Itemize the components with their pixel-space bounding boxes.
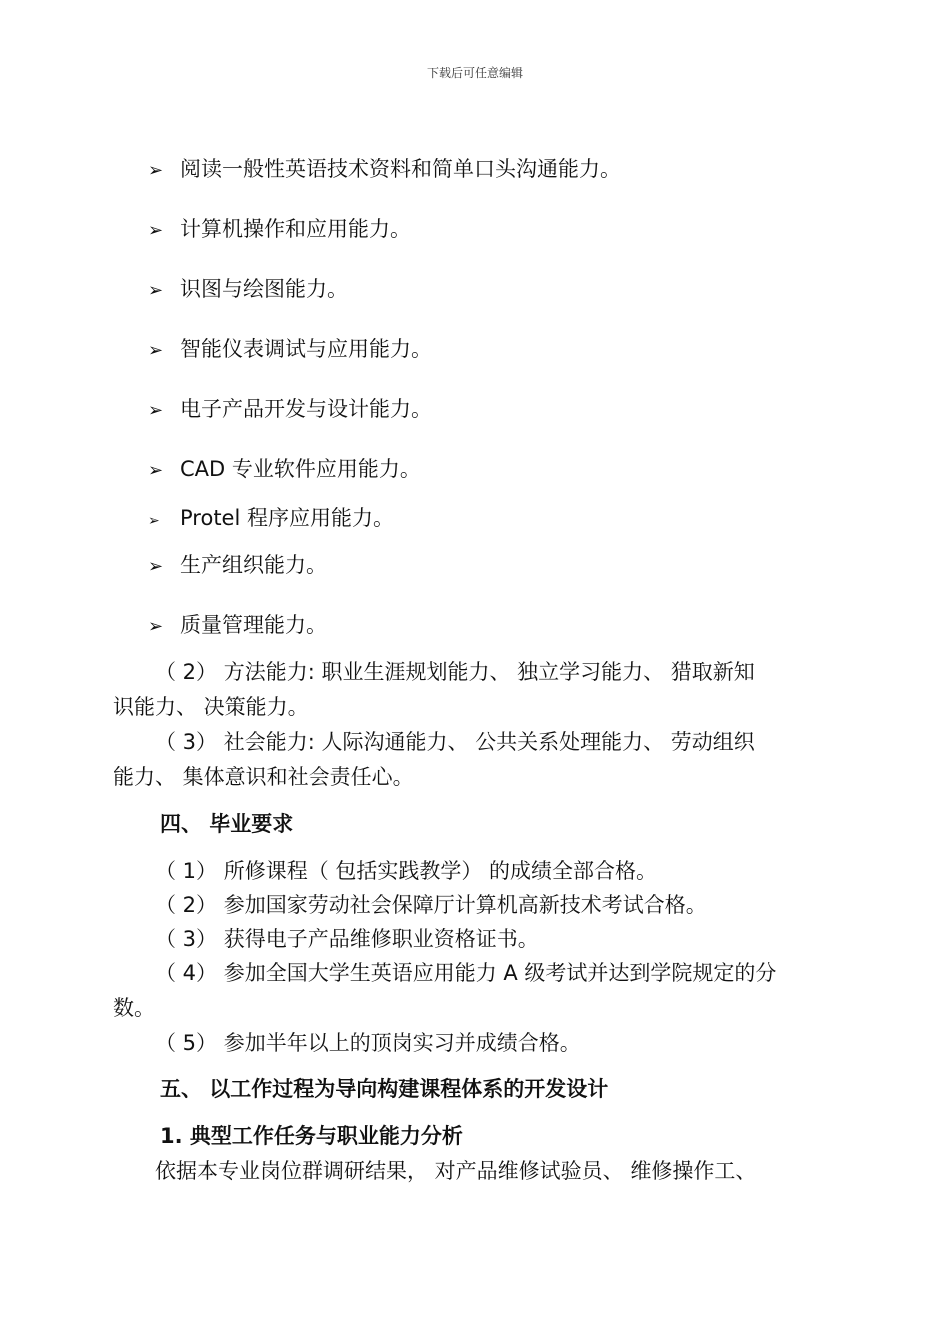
arrow-bullet-icon: ➢ (148, 160, 164, 181)
list-item-text: CAD 专业软件应用能力。 (180, 457, 421, 481)
list-item-text: 阅读一般性英语技术资料和简单口头沟通能力。 (180, 157, 621, 181)
method-ability-line1: （ 2） 方法能力: 职业生涯规划能力、 独立学习能力、 猎取新知 (155, 660, 755, 684)
list-item-text: 计算机操作和应用能力。 (180, 217, 411, 241)
subsection-heading: 1. 典型工作任务与职业能力分析 (160, 1124, 463, 1148)
section-heading: 五、 以工作过程为导向构建课程体系的开发设计 (160, 1077, 609, 1101)
list-item (148, 551, 327, 581)
list-item (148, 335, 432, 365)
requirement-item: （ 2） 参加国家劳动社会保障厅计算机高新技术考试合格。 (155, 893, 707, 917)
method-ability-line2: 识能力、 决策能力。 (113, 695, 309, 719)
list-item-text: 智能仪表调试与应用能力。 (180, 337, 432, 361)
arrow-bullet-icon: ➢ (148, 513, 160, 529)
arrow-bullet-icon: ➢ (148, 556, 164, 577)
list-item-text: 识图与绘图能力。 (180, 277, 348, 301)
list-item-text: 电子产品开发与设计能力。 (180, 397, 432, 421)
list-item (148, 395, 432, 425)
arrow-bullet-icon: ➢ (148, 340, 164, 361)
arrow-bullet-icon: ➢ (148, 616, 164, 637)
list-item-text: 质量管理能力。 (180, 613, 327, 637)
requirement-item: （ 5） 参加半年以上的顶岗实习并成绩合格。 (155, 1031, 581, 1055)
page-header: 下载后可任意编辑 (426, 66, 523, 80)
list-item-text: 生产组织能力。 (180, 553, 327, 577)
list-item (148, 455, 421, 485)
requirement-item: （ 1） 所修课程（ 包括实践教学） 的成绩全部合格。 (155, 859, 658, 883)
arrow-bullet-icon: ➢ (148, 280, 164, 301)
arrow-bullet-icon: ➢ (148, 220, 164, 241)
list-item (148, 504, 394, 535)
list-item (148, 275, 348, 305)
requirement-item: （ 3） 获得电子产品维修职业资格证书。 (155, 927, 539, 951)
list-item (148, 155, 621, 185)
list-item (148, 611, 327, 641)
list-item-text: Protel 程序应用能力。 (180, 506, 394, 530)
section-heading: 四、 毕业要求 (160, 812, 294, 836)
requirement-item-continued: 数。 (113, 996, 155, 1020)
list-item (148, 215, 411, 245)
body-paragraph: 依据本专业岗位群调研结果， 对产品维修试验员、 维修操作工、 (155, 1159, 757, 1183)
social-ability-line2: 能力、 集体意识和社会责任心。 (113, 765, 414, 789)
social-ability-line1: （ 3） 社会能力: 人际沟通能力、 公共关系处理能力、 劳动组织 (155, 730, 755, 754)
requirement-item: （ 4） 参加全国大学生英语应用能力 A 级考试并达到学院规定的分 (155, 961, 777, 985)
arrow-bullet-icon: ➢ (148, 400, 164, 421)
arrow-bullet-icon: ➢ (148, 460, 164, 481)
